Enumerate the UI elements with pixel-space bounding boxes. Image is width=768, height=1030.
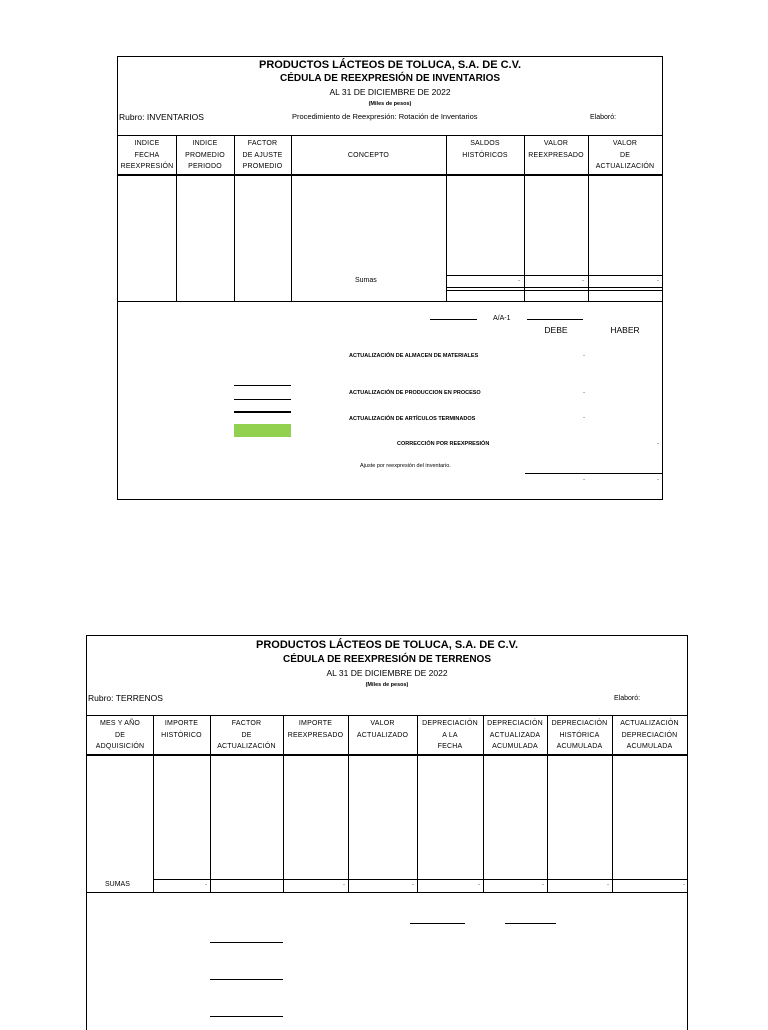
sumas-importe-reexpresado: -	[343, 882, 345, 888]
entry-label: CORRECCIÓN POR REEXPRESIÓN	[397, 441, 490, 447]
sheet-title: CÉDULA DE REEXPRESIÓN DE INVENTARIOS	[279, 73, 501, 84]
entry-label: ACTUALIZACIÓN DE PRODUCCION EN PROCESO	[349, 390, 481, 396]
haber-header: HABER	[610, 325, 640, 335]
blank-line	[234, 411, 291, 413]
blank-line	[210, 1016, 283, 1017]
elaboro-label: Elaboró:	[590, 114, 617, 121]
blank-line	[527, 319, 583, 320]
sumas-saldos: -	[518, 278, 520, 284]
ajuste-label: Ajuste por reexpresión del inventario.	[360, 463, 451, 469]
entry-debe: -	[583, 390, 585, 396]
col-header-importe-historico: IMPORTE HISTÓRICO	[161, 720, 202, 739]
terrenos-sheet	[86, 635, 688, 1030]
blank-line	[505, 923, 556, 924]
company-name: PRODUCTOS LÁCTEOS DE TOLUCA, S.A. DE C.V.	[259, 59, 521, 71]
col-header-valor-reexpresado: VALOR REEXPRESADO	[528, 140, 584, 159]
col-header-indice-promedio: INDICE PROMEDIO PERIODO	[185, 140, 225, 170]
header-top-line	[118, 135, 662, 136]
elaboro-label: Elaboró:	[614, 695, 641, 702]
col-header-factor: FACTOR DE ACTUALIZACIÓN	[217, 720, 276, 750]
col-header-valor-actualizacion: VALOR DE ACTUALIZACIÓN	[595, 140, 655, 170]
col-header-depreciacion-actualizada: DEPRECIACIÓN ACTUALIZADA ACUMULADA	[487, 720, 543, 750]
col-header-depreciacion-historica: DEPRECIACIÓN HISTÓRICA ACUMULADA	[551, 720, 608, 750]
debe-header: DEBE	[544, 325, 568, 335]
col-header-saldos: SALDOS HISTÓRICOS	[462, 140, 508, 159]
header-bottom-line	[118, 174, 662, 176]
rubro-label: Rubro: TERRENOS	[88, 693, 163, 703]
sumas-depreciacion-actualizada: -	[542, 882, 544, 888]
company-name: PRODUCTOS LÁCTEOS DE TOLUCA, S.A. DE C.V.	[256, 639, 518, 651]
sumas-label: Sumas	[355, 277, 377, 284]
col-header-importe-reexpresado: IMPORTE REEXPRESADO	[287, 720, 344, 739]
blank-line	[210, 942, 283, 943]
col-header-valor-actualizado: VALOR ACTUALIZADO	[356, 720, 409, 739]
total-line	[525, 473, 663, 474]
inventarios-sheet	[117, 56, 663, 500]
sumas-importe-historico: -	[205, 882, 207, 888]
entry-debe: -	[583, 415, 585, 421]
rubro-label: Rubro: INVENTARIOS	[119, 112, 204, 122]
blank-line	[210, 979, 283, 980]
header-bottom-line	[87, 754, 687, 756]
col-header-mes-ano: MES Y AÑO DE ADQUISICIÓN	[95, 720, 145, 750]
sheet-date: AL 31 DE DICIEMBRE DE 2022	[329, 87, 451, 97]
entry-label: ACTUALIZACIÓN DE ALMACEN DE MATERIALES	[349, 353, 479, 359]
sumas-reexpresado: -	[582, 278, 584, 284]
col-header-concepto: CONCEPTO	[347, 152, 390, 159]
col-divider	[283, 715, 284, 892]
col-divider	[348, 715, 349, 892]
blank-line	[234, 385, 291, 386]
col-header-depreciacion-fecha: DEPRECIACIÓN A LA FECHA	[422, 720, 478, 750]
sumas-label: SUMAS	[105, 881, 130, 888]
procedure-label: Procedimiento de Reexpresión: Rotación de Inventarios	[292, 112, 478, 121]
blank-line	[410, 923, 465, 924]
sumas-valor-actualizado: -	[412, 882, 414, 888]
header-top-line	[87, 715, 687, 716]
entry-haber: -	[657, 441, 659, 447]
col-header-indice-fecha: INDICE FECHA REEXPRESIÓN	[120, 140, 174, 170]
table-bottom-line	[118, 301, 662, 302]
table-bottom-line	[87, 892, 687, 893]
total-haber: -	[657, 477, 659, 483]
col-divider	[153, 715, 154, 892]
total-debe: -	[583, 477, 585, 483]
entry-debe: -	[583, 353, 585, 359]
sumas-actualizacion: -	[657, 278, 659, 284]
sumas-double-line	[446, 290, 662, 291]
blank-line	[234, 399, 291, 400]
ref-label: A/A-1	[493, 315, 511, 322]
sumas-double-line	[446, 287, 662, 288]
highlight-cell	[234, 424, 291, 437]
sumas-top-line	[446, 275, 662, 276]
sheet-date: AL 31 DE DICIEMBRE DE 2022	[326, 668, 448, 678]
units-note: (Miles de pesos)	[365, 682, 409, 688]
sumas-depreciacion-fecha: -	[478, 882, 480, 888]
sumas-top-line	[153, 879, 687, 880]
units-note: (Miles de pesos)	[368, 101, 412, 107]
blank-line	[430, 319, 477, 320]
entry-label: ACTUALIZACIÓN DE ARTÍCULOS TERMINADOS	[349, 416, 476, 422]
col-header-actualizacion-depreciacion: ACTUALIZACIÓN DEPRECIACIÓN ACUMULADA	[620, 720, 679, 750]
sumas-actualizacion-depreciacion: -	[683, 882, 685, 888]
sheet-title: CÉDULA DE REEXPRESIÓN DE TERRENOS	[283, 654, 491, 665]
col-header-factor: FACTOR DE AJUSTE PROMEDIO	[242, 140, 283, 170]
sumas-depreciacion-historica: -	[607, 882, 609, 888]
